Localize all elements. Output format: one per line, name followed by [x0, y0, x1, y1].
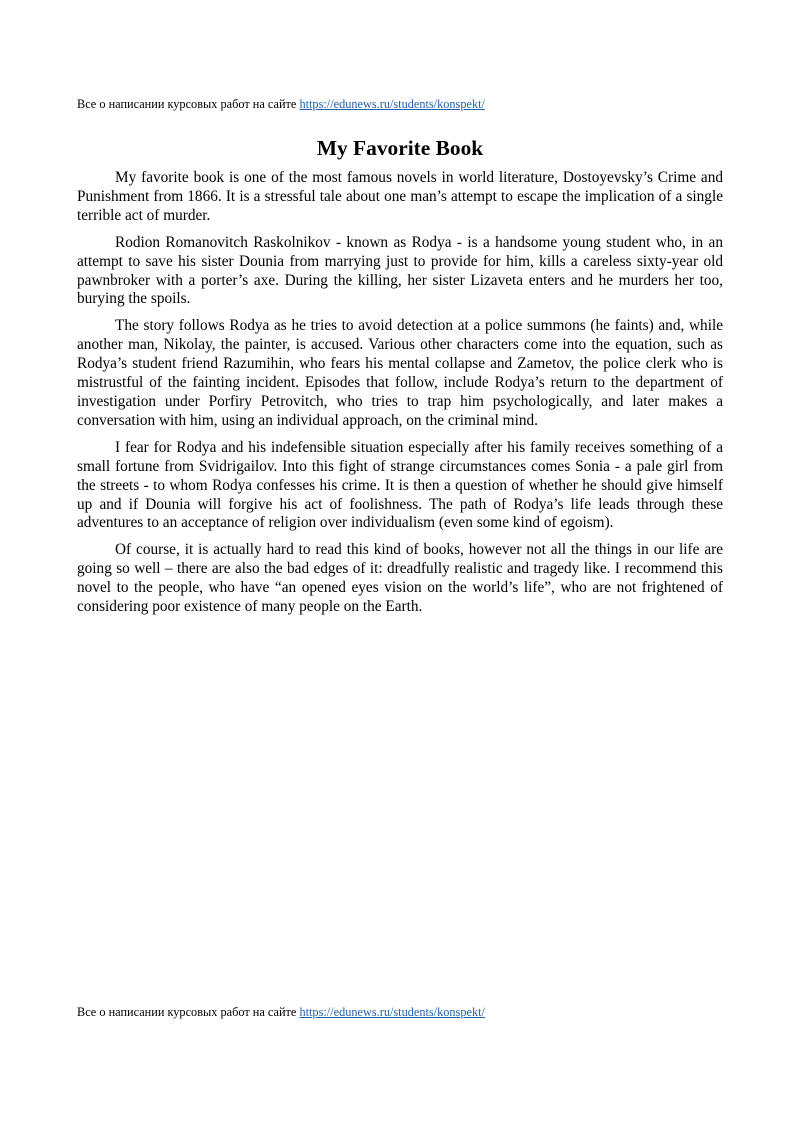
paragraph-4: I fear for Rodya and his indefensible situation especially after his family receives something of a small fortune from Svidrigailov. Into this fight of strange circumstances comes Sonia - a pale girl from the streets - to whom Rodya confesses his crime. It is then a question of whether he should give himself up and if Dounia will forgive his act of foolishness. The path of Rodya’s life leads through these adventures to an acceptance of religion over individualism (even some kind of egoism).: [77, 438, 723, 532]
document-body: [77, 134, 723, 625]
footer-text: Все о написании курсовых работ на сайте: [77, 1005, 300, 1019]
paragraph-5: Of course, it is actually hard to read this kind of books, however not all the things in our life are going so well – there are also the bad edges of it: dreadfully realistic and tragedy like. I recommend this novel to the people, who have “an opened eyes vision on the world’s life”, who are not frightened of considering poor existence of many people on the Earth.: [77, 541, 723, 616]
header-link[interactable]: https://edunews.ru/students/konspekt/: [299, 97, 485, 111]
paragraph-1: My favorite book is one of the most famous novels in world literature, Dostoyevsky’s Crime and Punishment from 1866. It is a stressful tale about one man’s attempt to escape the implication of a single terrible act of murder.: [77, 169, 723, 224]
paragraph-2: Rodion Romanovitch Raskolnikov - known as Rodya - is a handsome young student who, in an attempt to save his sister Dounia from marrying just to provide for him, kills a careless sixty-year old pawnbroker with a porter’s axe. During the killing, her sister Lizaveta enters and he murders her too, burying the spoils.: [77, 233, 723, 308]
page-footer: [77, 1004, 723, 1020]
footer-link[interactable]: https://edunews.ru/students/konspekt/: [299, 1005, 485, 1019]
paragraph-3: The story follows Rodya as he tries to avoid detection at a police summons (he faints) and, while another man, Nikolay, the painter, is accused. Various other characters come into the equation, such as Rodya’s student friend Razumihin, who fears his mental collapse and Zametov, the police clerk who is mistrustful of the fainting incident. Episodes that follow, include Rodya’s return to the department of investigation under Porfiry Petrovitch, who tries to trap him psychologically, and later makes a conversation with him, using an individual approach, on the criminal mind.: [77, 317, 723, 429]
document-title: My Favorite Book: [316, 136, 484, 160]
header-text: Все о написании курсовых работ на сайте: [77, 97, 300, 111]
page-header: [77, 96, 723, 112]
